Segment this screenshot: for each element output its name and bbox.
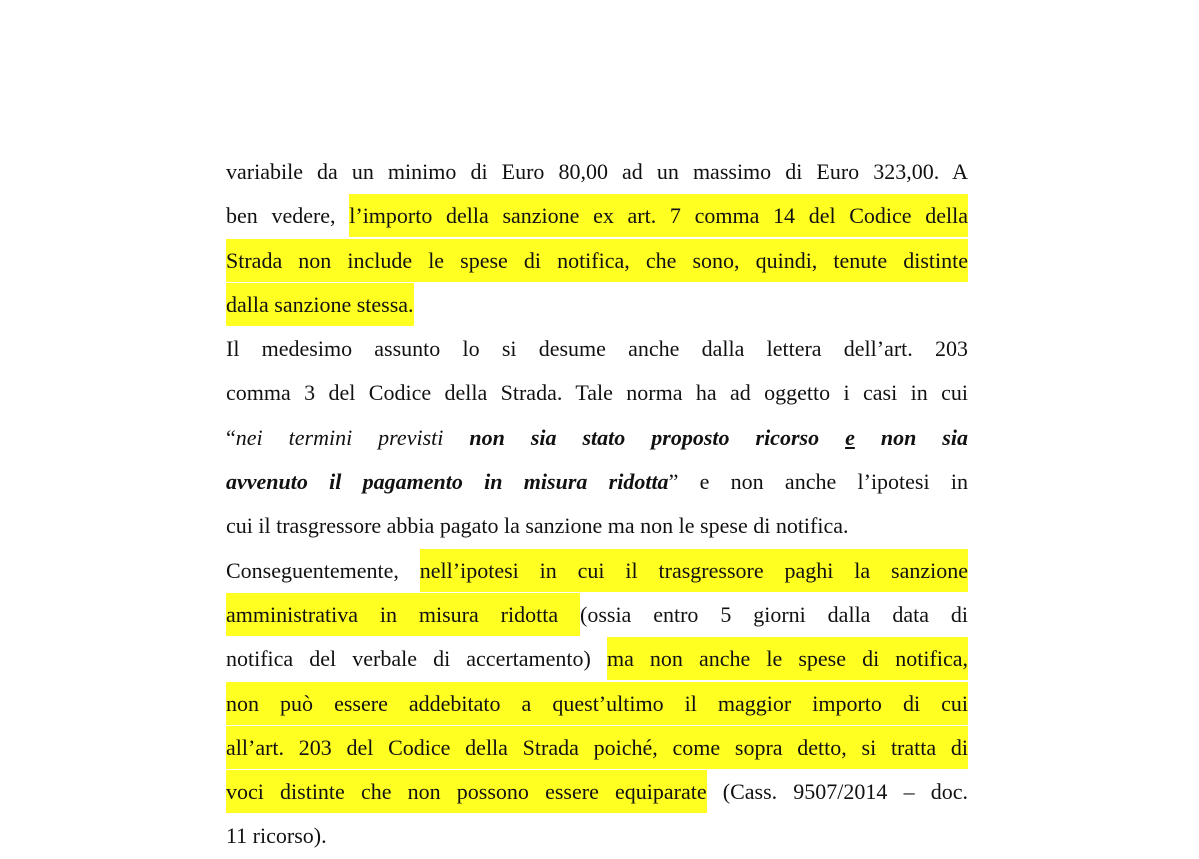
text-line <box>226 726 968 770</box>
text-line <box>226 327 968 371</box>
text-line <box>226 770 968 814</box>
text-line <box>226 371 968 415</box>
text-line <box>226 283 968 327</box>
text-span: non sia stato proposto ricorso <box>469 424 846 450</box>
text-line <box>226 239 968 283</box>
text-line <box>226 150 968 194</box>
text-line <box>226 593 968 637</box>
highlighted-text: ma non anche le spese di notifica, <box>607 637 968 680</box>
text-span: non sia <box>854 424 968 450</box>
text-span: Il medesimo assunto lo si desume anche dalla lettera dell’art. 203 <box>226 336 968 362</box>
highlighted-text: l’importo della sanzione ex art. 7 comma 14 del Codice della <box>349 194 968 237</box>
text-span: e <box>845 424 855 450</box>
highlighted-text: dalla sanzione stessa. <box>226 283 414 326</box>
text-line <box>226 814 968 858</box>
text-span: (Cass. 9507/2014 – doc. <box>706 779 968 805</box>
text-span: cui il trasgressore abbia pagato la sanzione ma non le spese di notifica. <box>226 513 849 539</box>
text-span: ” e non anche l’ipotesi in <box>668 469 968 495</box>
text-line <box>226 682 968 726</box>
text-line <box>226 416 968 460</box>
text-line <box>226 549 968 593</box>
body-text <box>226 150 968 859</box>
text-span: comma 3 del Codice della Strada. Tale norma ha ad oggetto i casi in cui <box>226 380 968 406</box>
highlighted-text: amministrativa in misura ridotta <box>226 593 580 636</box>
highlighted-text: non può essere addebitato a quest’ultimo il maggior importo di cui <box>226 682 968 725</box>
text-span: nei termini previsti <box>235 424 470 450</box>
highlighted-text: nell’ipotesi in cui il trasgressore paghi la sanzione <box>420 549 968 592</box>
text-span: 11 ricorso). <box>226 823 327 849</box>
text-line <box>226 504 968 548</box>
highlighted-text: voci distinte che non possono essere equiparate <box>226 770 707 813</box>
highlighted-text: Strada non include le spese di notifica, che sono, quindi, tenute distinte <box>226 239 968 282</box>
text-span: avvenuto il pagamento in misura ridotta <box>226 469 669 495</box>
text-span: ben vedere, <box>226 203 350 229</box>
text-line <box>226 637 968 681</box>
text-line <box>226 460 968 504</box>
text-line <box>226 194 968 238</box>
text-span: Conseguentemente, <box>226 557 420 583</box>
text-span: variabile da un minimo di Euro 80,00 ad un massimo di Euro 323,00. A <box>226 159 968 184</box>
text-span: notifica del verbale di accertamento) <box>226 646 607 672</box>
text-span: “ <box>226 424 236 450</box>
highlighted-text: all’art. 203 del Codice della Strada poiché, come sopra detto, si tratta di <box>226 726 968 769</box>
text-span: (ossia entro 5 giorni dalla data di <box>580 601 968 627</box>
